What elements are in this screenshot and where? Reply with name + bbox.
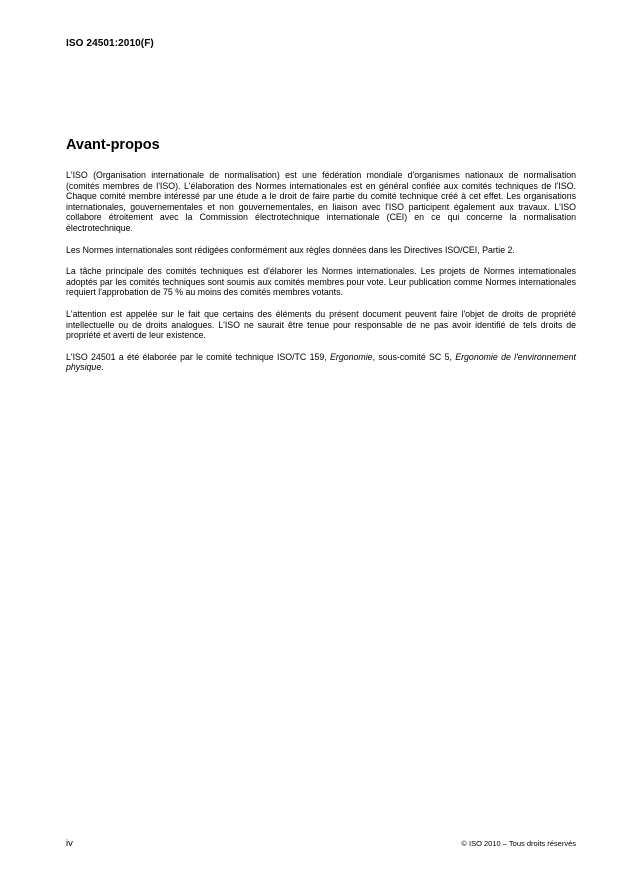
paragraph-iso-organisation: L'ISO (Organisation internationale de normalisation) est une fédération mondiale d'organismes nationaux de normalisation (comités membres de l'ISO). L'élaboration des Normes internationales est en général confiée aux comités techniques de l'ISO. Chaque comité membre intéressé par une étude a le droit de faire partie du comité technique créé à cet effet. Les organisations internationales, gouvernementales et non gouvernementales, en liaison avec l'ISO participent également aux travaux. L'ISO collabore étroitement avec la Commission électrotechnique internationale (CEI) en ce qui concerne la normalisation électrotechnique. — [66, 170, 576, 233]
sentence-end: . — [101, 362, 104, 373]
section-title: Avant-propos — [66, 137, 160, 153]
paragraph-directives: Les Normes internationales sont rédigées conformément aux règles données dans les Directives ISO/CEI, Partie 2. — [66, 244, 515, 255]
paragraph-technical-committees: La tâche principale des comités techniques est d'élaborer les Normes internationales. Les projets de Normes internationales adoptés par les comités techniques sont soumis aux comités membres pour vote. Leur publication comme Normes internationales requiert l'approbation de 75 % au moins des comités membres votants. — [66, 266, 576, 298]
paragraph-prepared-by — [66, 352, 576, 373]
copyright-notice: © ISO 2010 – Tous droits réservés — [461, 839, 576, 848]
document-reference: ISO 24501:2010(F) — [66, 38, 154, 49]
paragraph-patent-rights: L'attention est appelée sur le fait que certains des éléments du présent document peuvent faire l'objet de droits de propriété intellectuelle ou de droits analogues. L'ISO ne saurait être tenue pour responsable de ne pas avoir identifié de tels droits de propriété et averti de leur existence. — [66, 308, 576, 341]
committee-name: Ergonomie — [330, 351, 373, 362]
subcommittee-label: , sous-comité SC 5, — [372, 351, 456, 362]
prepared-by-text: L'ISO 24501 a été élaborée par le comité technique ISO/TC 159, — [66, 351, 331, 362]
page-number: iv — [66, 838, 73, 849]
subcommittee-name: Ergonomie de l'environnement physique — [66, 351, 577, 373]
foreword-body — [66, 170, 576, 384]
